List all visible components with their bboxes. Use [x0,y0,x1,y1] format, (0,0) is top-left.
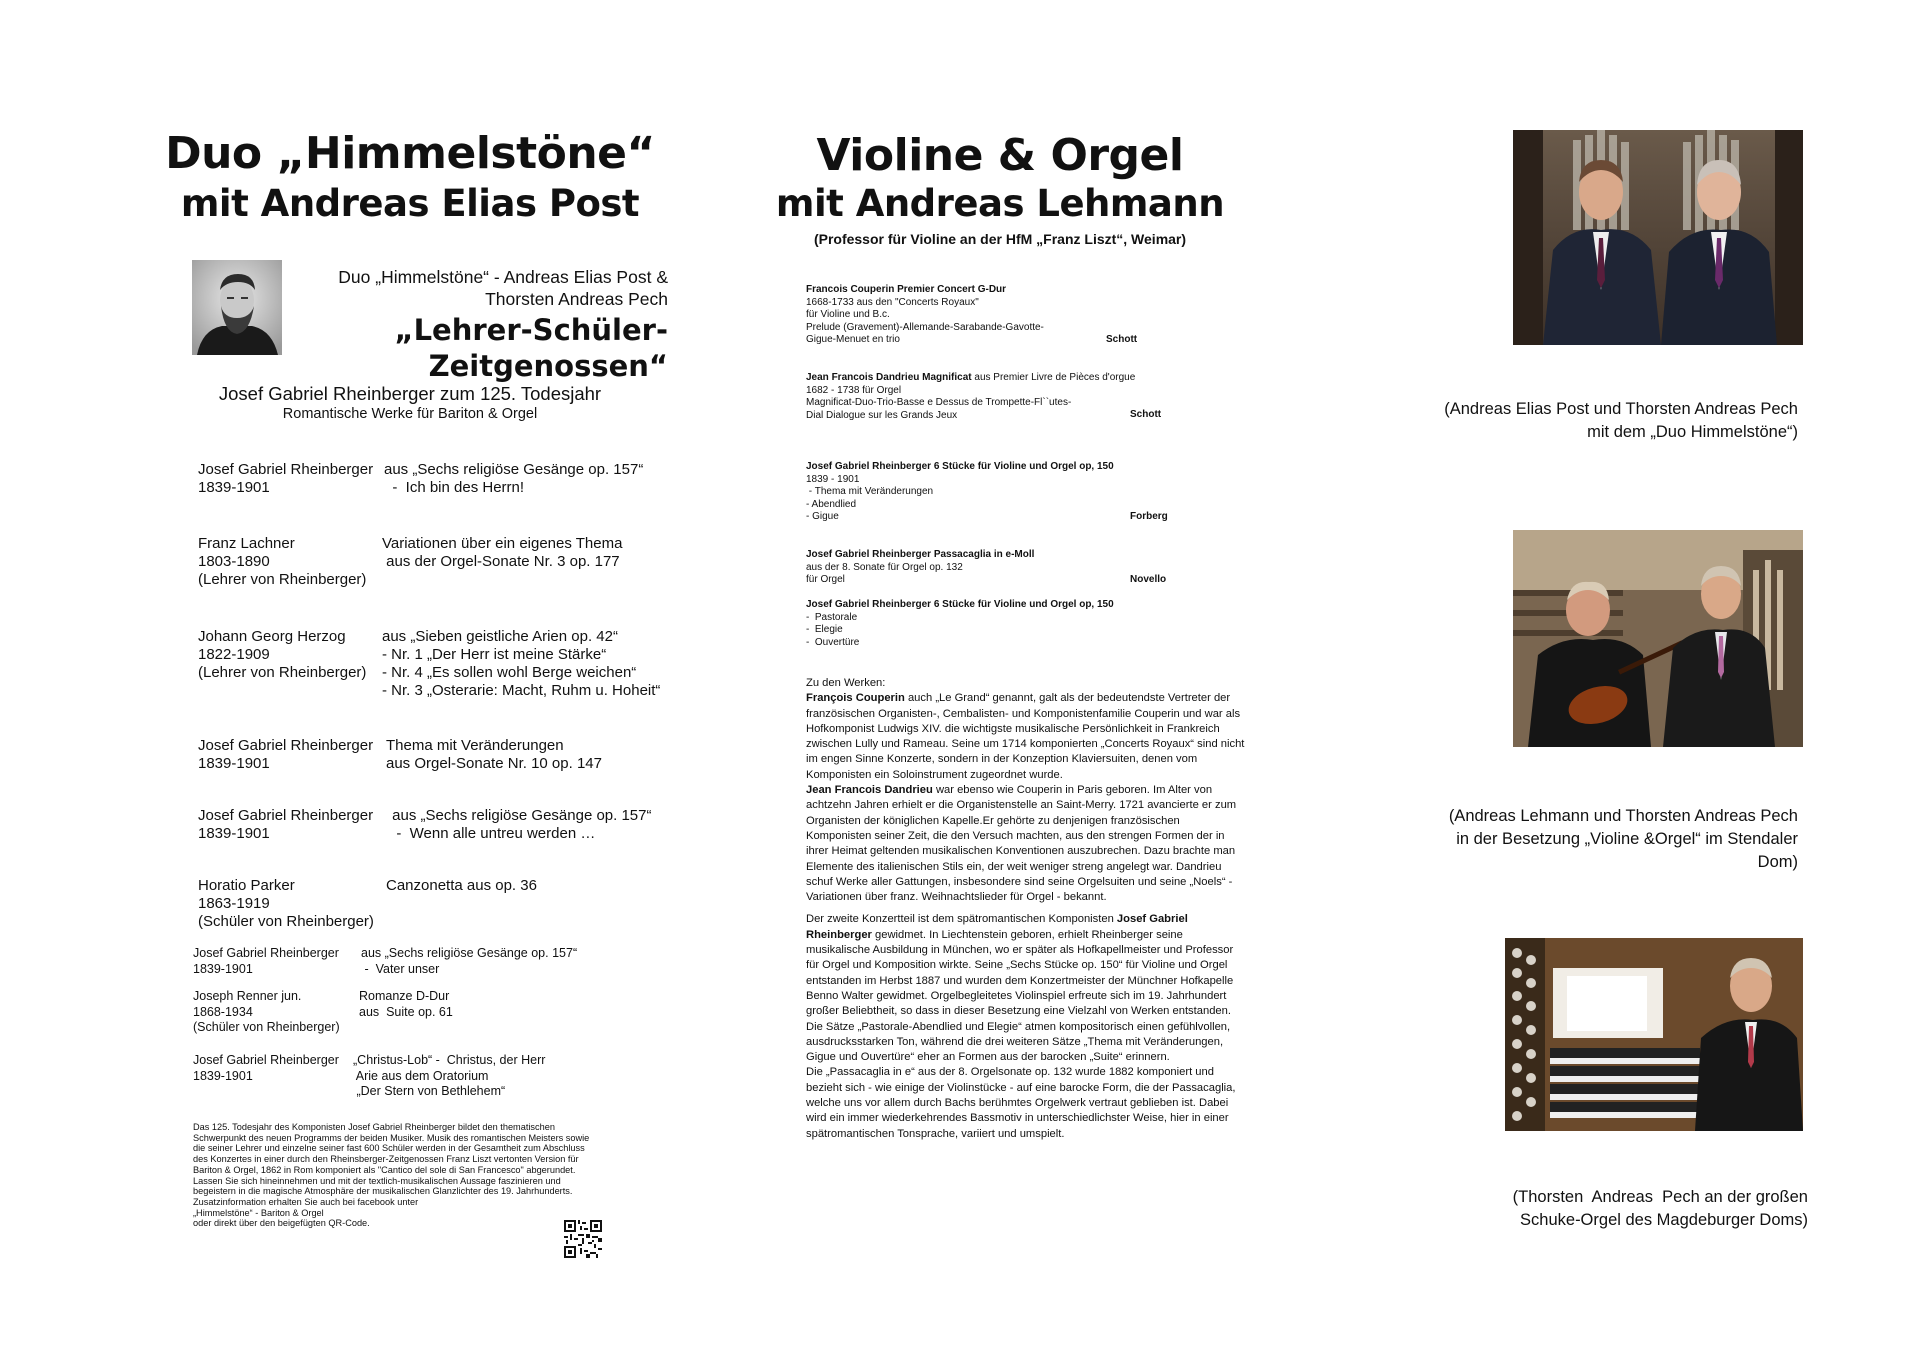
program-work: Variationen über ein eigenes Thema aus der Orgel-Sonate Nr. 3 op. 177 [382,535,623,570]
photo-duo-himmelstoene [1513,130,1803,345]
program-head: Jean Francois Dandrieu Magnificat [806,372,972,383]
middle-essay [806,676,1246,1142]
essay-paragraph-rheinberger [806,912,1246,1019]
program-lines: aus der 8. Sonate für Orgel op. 132 für Orgel [806,561,963,585]
program-lines: 1682 - 1738 für Orgel Magnificat-Duo-Trio-Basse e Dessus de Trompette-Fl``utes- Dial Dialogue sur les Grands Jeux [806,384,1072,421]
footnote-line: begeistern in die magische Atmosphäre der musikalischen Glanzlichter des 19. Jahrhunderts. [193,1186,573,1197]
middle-program-3 [806,461,1186,527]
program-head-row [806,372,1186,385]
left-title [150,128,670,180]
left-header-line2: Thorsten Andreas Pech [485,289,668,309]
program-work: Thema mit Veränderungen aus Orgel-Sonate Nr. 10 op. 147 [386,737,602,772]
middle-title-line1: Violine & Orgel [816,130,1184,181]
footnote-line: „Himmelstöne“ - Bariton & Orgel [193,1207,324,1218]
program-work: Romanze D-Dur aus Suite op. 61 [359,989,453,1019]
left-subtitle-1: Josef Gabriel Rheinberger zum 125. Todesjahr [218,383,602,404]
program-work: aus „Sechs religiöse Gesänge op. 157“ - Vater unser [361,946,578,976]
essay-name: Jean Francois Dandrieu [806,784,933,797]
program-lines: 1668-1733 aus den "Concerts Royaux" für Violine und B.c. Prelude (Gravement)-Allemande-Sarabande-Gavotte- Gigue-Menuet en trio [806,296,1044,345]
left-header [300,266,668,310]
footnote-line: des Konzertes in einer durch den Rheinsberger-Zeitgenossen Franz Liszt vertonten Version für [193,1154,579,1165]
essay-paragraph-dandrieu [806,783,1246,905]
program-composer: Josef Gabriel Rheinberger 1839-1901 [198,807,374,842]
left-big-title-line1: „Lehrer-Schüler- [394,313,668,347]
footnote-line: Schwerpunkt des neuen Programms der beiden Musiker. Musik des romantischen Meisters sowie [193,1132,590,1143]
caption-duo-himmelstoene: (Andreas Elias Post und Thorsten Andreas Pech mit dem „Duo Himmelstöne“) [1444,400,1798,441]
program-head: Josef Gabriel Rheinberger 6 Stücke für Violine und Orgel op, 150 [806,461,1114,472]
program-publisher: Schott [1130,409,1162,420]
middle-title-line2 [760,182,1240,226]
program-composer: Horatio Parker 1863-1919 (Schüler von Rheinberger) [198,877,374,930]
program-small-row-2 [193,989,663,1039]
program-composer: Franz Lachner 1803-1890 (Lehrer von Rheinberger) [198,535,367,588]
program-composer: Johann Georg Herzog 1822-1909 (Lehrer von Rheinberger) [198,628,367,681]
left-big-title-line2: Zeitgenossen“ [428,349,668,383]
essay-name: François Couperin [806,692,905,705]
left-footnote [193,1122,603,1229]
program-lines: - Pastorale - Elegie - Ouvertüre [806,611,860,648]
program-row-6 [198,877,668,935]
left-subtitle [150,382,670,423]
program-row-2 [198,535,668,593]
essay-text: auch „Le Grand“ genannt, galt als der bedeutendste Vertreter der französischen Organisten-, Cembalisten- und Komponistenfamilie Couperin und war als Hofkomponist Ludwigs XIV. die wichtigste musikalische Persönlichkeit in Frankreich zwischen Lully und Rameau. Seine um 1714 komponierten „Concerts Royaux“ sind nicht im engen Sinne Konzerte, sondern in der Konzeption Klaviersuiten, denen vom Komponisten ein Soloinstrument zugeordnet wurde. [806,692,1245,781]
left-subtitle-2: Romantische Werke für Bariton & Orgel [282,406,538,422]
middle-title-line2-text: mit Andreas Lehmann [775,182,1225,225]
left-header-line1: Duo „Himmelstöne“ - Andreas Elias Post & [338,267,668,287]
program-small-row-3 [193,1053,663,1103]
qr-code[interactable] [564,1220,602,1258]
essay-pre: Der zweite Konzertteil ist dem spätromantischen Komponisten [806,913,1117,926]
program-head: Josef Gabriel Rheinberger Passacaglia in e-Moll [806,549,1035,560]
footnote-line: Zusatzinformation erhalten Sie auch bei facebook unter [193,1196,419,1207]
caption-magdeburger-dom: (Thorsten Andreas Pech an der großen Schuke-Orgel des Magdeburger Doms) [1512,1188,1808,1229]
program-row-1 [198,461,668,501]
middle-program-5 [806,599,1186,651]
left-title-line2 [150,182,670,226]
program-lines: 1839 - 1901 - Thema mit Veränderungen - Abendlied - Gigue [806,473,934,522]
caption-violine-orgel: (Andreas Lehmann und Thorsten Andreas Pech in der Besetzung „Violine &Orgel“ im Stendaler Dom) [1448,807,1798,871]
left-big-title [300,312,668,384]
footnote-line: Das 125. Todesjahr des Komponisten Josef Gabriel Rheinberger bildet den thematischen [193,1122,555,1132]
essay-paragraph-saetze: Die Sätze „Pastorale-Abendlied und Elegie“ atmen kompositorisch einen gefühlvollen, ausdrucksstarken Ton, während die drei weiteren Sätze „Thema mit Veränderungen, Gigue und Ouvertüre“ eher an Formen aus der barocken „Suite“ erinnern. [806,1020,1231,1064]
program-head: Josef Gabriel Rheinberger 6 Stücke für Violine und Orgel op, 150 [806,599,1114,610]
program-row-5 [198,807,668,847]
program-work: aus „Sieben geistliche Arien op. 42“ - Nr. 1 „Der Herr ist meine Stärke“ - Nr. 4 „Es sollen wohl Berge weichen“ - Nr. 3 „Osterarie: Macht, Ruhm u. Hoheit“ [382,628,661,699]
program-composer: Josef Gabriel Rheinberger 1839-1901 [193,1053,339,1083]
program-work: Canzonetta aus op. 36 [386,877,537,894]
program-publisher: Novello [1130,574,1167,585]
middle-title [760,130,1240,182]
essay-paragraph-couperin [806,691,1246,783]
essay-paragraph-passacaglia: Die „Passacaglia in e“ aus der 8. Orgelsonate op. 132 wurde 1882 komponiert und bezieht sich - wie einige der Violinstücke - auf eine barocke Form, die der Passacaglia, welche uns vor allem durch Bachs berühmtes Orgelwerk vertraut geblieben ist. Dabei wird ein immer wiederkehrendes Bassmotiv in unterschiedlichster Weise, hier in einer spätromantischen Tonsprache, variiert und umspielt. [806,1066,1236,1140]
program-publisher: Forberg [1130,511,1168,522]
middle-program-4 [806,549,1186,589]
photo-magdeburger-dom [1505,938,1803,1131]
program-composer: Josef Gabriel Rheinberger 1839-1901 [198,461,374,496]
footnote-line: Bariton & Orgel, 1862 in Rom komponiert als "Cantico del sole di San Francesco" abgerundet. [193,1164,576,1175]
program-work: „Christus-Lob“ - Christus, der Herr Arie aus dem Oratorium „Der Stern von Bethlehem“ [353,1053,546,1098]
essay-text: gewidmet. In Liechtenstein geboren, erhielt Rheinberger seine musikalische Ausbildung in München, wo er später als Hofkapellmeister und Professor für Orgel und Komposition wirkte. Seine „Sechs Stücke op. 150“ für Violine und Orgel entstanden im Herbst 1887 und wurden dem Konzertmeister der Münchner Hofkapelle Benno Walter gewidmet. Orgelbegleitetes Violinspiel erfreute sich im 19. Jahrhundert großer Beliebtheit, so dass in dieser Besetzung eine Vielzahl von Werken entstanden. [806,928,1234,1018]
program-small-row-1 [193,946,663,980]
program-composer: Josef Gabriel Rheinberger 1839-1901 [198,737,374,772]
middle-subtitle: (Professor für Violine an der HfM „Franz Liszt“, Weimar) [813,231,1187,247]
program-composer: Joseph Renner jun. 1868-1934 (Schüler von Rheinberger) [193,989,340,1034]
middle-program-2 [806,372,1186,426]
left-title-line1: Duo „Himmelstöne“ [165,128,655,179]
program-row-4 [198,737,668,777]
footnote-line: Lassen Sie sich hineinnehmen und mit der textlich-musikalischen Aussage faszinieren und [193,1175,561,1186]
left-title-line2-text: mit Andreas Elias Post [180,182,640,225]
rheinberger-portrait [192,260,282,355]
program-head: Francois Couperin Premier Concert G-Dur [806,284,1007,295]
footnote-line: oder direkt über den beigefügten QR-Code. [193,1218,370,1229]
essay-text: war ebenso wie Couperin in Paris geboren. Im Alter von achtzehn Jahren erhielt er die Organistenstelle an Saint-Merry. 1721 avancierte er zum Organisten der königlichen Kapelle.Er gehörte zu denjenigen französischen Komponisten seiner Zeit, die den Versuch machten, aus den strengen Formen der in ihrer Heimat geltenden musikalischen Konventionen auszubrechen. Dazu brachte man Elemente des italienischen Stils ein, der weit weniger streng angelegt war. Dandrieu schuf Werke aller Gattungen, insbesondere sind seine Orgelsuiten und seine „Noels“ - Variationen über franz. Weihnachtslieder für Orgel - bekannt. [806,784,1237,904]
program-head-rest: aus Premier Livre de Pièces d'orgue [971,372,1136,383]
middle-program-1 [806,284,1176,348]
program-publisher: Schott [1106,334,1138,345]
program-work: aus „Sechs religiöse Gesänge op. 157“ - Wenn alle untreu werden … [392,807,652,842]
program-row-3 [198,628,678,704]
essay-name: Josef Gabriel Rheinberger [806,913,1188,941]
photo-violine-orgel [1513,530,1803,747]
essay-heading: Zu den Werken: [806,677,886,689]
program-composer: Josef Gabriel Rheinberger 1839-1901 [193,946,339,976]
footnote-line: die seiner Lehrer und einzelne seiner fast 600 Schüler werden in der Gesamtheit zum Abschluss [193,1143,585,1154]
program-work: aus „Sechs religiöse Gesänge op. 157“ - Ich bin des Herrn! [384,461,644,496]
